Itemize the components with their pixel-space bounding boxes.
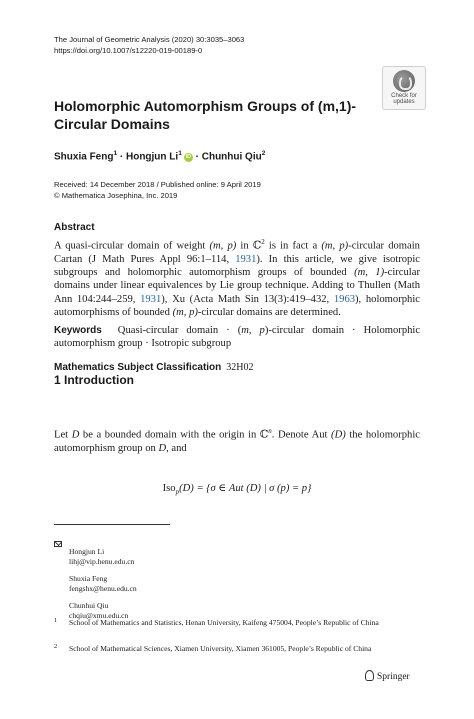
abstract-text: -circular domains under linear equivalences by Lie group technique. Adding to Thullen (Math Ann 104:244–259, — [54, 267, 420, 305]
author-3-affiliation: 2 — [261, 150, 266, 157]
keyword: m — [241, 325, 249, 336]
mail-icon — [54, 541, 62, 547]
contact-email[interactable]: fengshx@henu.edu.cn — [69, 584, 137, 593]
equation-rhs: (D) = {σ ∈ Aut (D) | σ (p) = p} — [179, 483, 312, 494]
abstract-text: -circular domains are determined. — [197, 307, 341, 319]
author-separator: · — [195, 151, 199, 163]
author-2[interactable]: Hongjun Li — [125, 151, 179, 163]
math-D: (D) — [331, 429, 346, 441]
affiliation-2 — [54, 644, 420, 655]
author-3[interactable]: Chunhui Qiu — [201, 151, 262, 163]
crossmark-icon — [393, 70, 415, 92]
equation — [0, 482, 474, 496]
badge-line-2: updates — [393, 99, 415, 106]
contact-entry — [69, 574, 137, 595]
contact-name: Hongjun Li — [69, 546, 105, 556]
math-D: D — [71, 429, 80, 441]
superscript: n — [268, 427, 272, 435]
keyword: Isotropic subgroup — [151, 338, 232, 350]
springer-horse-icon — [365, 670, 374, 681]
math-mp: (m, p) — [321, 240, 349, 252]
publisher-logo — [365, 670, 410, 682]
math-m1: (m, 1) — [354, 267, 385, 279]
intro-text: the holomorphic automorphism group on — [54, 429, 420, 454]
corresponding-contacts — [54, 536, 137, 628]
abstract-body — [54, 236, 420, 319]
keyword: p — [259, 325, 265, 336]
citation-link[interactable]: 1931 — [235, 253, 257, 265]
superscript: 2 — [261, 238, 265, 246]
math-D: D — [158, 442, 167, 454]
received-published: Received: 14 December 2018 / Published online: 9 April 2019 — [54, 180, 261, 189]
intro-text: Let — [54, 429, 72, 441]
msc-section — [54, 362, 254, 373]
msc-value: 32H02 — [226, 362, 254, 373]
intro-text: , and — [166, 442, 187, 454]
intro-text: . Denote Aut — [271, 429, 332, 441]
abstract-text: ), holomorphic automorphisms of bounded — [54, 293, 420, 319]
section-heading: 1 Introduction — [54, 373, 134, 387]
publication-dates — [54, 180, 261, 201]
author-list — [54, 150, 265, 162]
orcid-icon[interactable]: iD — [185, 154, 192, 161]
contact-entry — [69, 547, 137, 568]
abstract-text: is in fact a — [264, 240, 322, 252]
abstract-heading: Abstract — [54, 222, 95, 233]
keyword: Quasi-circular domain — [117, 325, 219, 336]
doi-link[interactable]: https://doi.org/10.1007/s12220-019-00189-0 — [54, 46, 203, 55]
abstract-text: ). In this article, we give isotropic subgroups and holomorphic automorphism groups of bounded — [54, 253, 420, 279]
author-1-affiliation: 1 — [113, 150, 118, 157]
author-2-affiliation: 1 — [178, 150, 182, 157]
abstract-text: in ℂ — [236, 240, 262, 252]
abstract-text: A quasi-circular domain of weight — [54, 240, 210, 252]
contact-email[interactable]: chqiu@xmu.edu.cn — [69, 611, 129, 620]
paper-title: Holomorphic Automorphism Groups of (m,1)-Circular Domains — [54, 98, 357, 132]
affiliation-text: School of Mathematical Sciences, Xiamen University, Xiamen 361005, People’s Republic of China — [69, 644, 372, 653]
contact-name: Chunhui Qiu — [69, 600, 109, 610]
affiliation-number: 1 — [54, 617, 58, 624]
affiliation-text: School of Mathematics and Statistics, Henan University, Kaifeng 475004, People’s Republic of China — [69, 618, 379, 627]
author-1[interactable]: Shuxia Feng — [54, 151, 114, 163]
keywords-section — [54, 324, 420, 351]
affiliation-number: 2 — [54, 643, 58, 650]
keyword: )-circular domain — [264, 325, 345, 336]
intro-text: be a bounded domain with the origin in ℂ — [79, 429, 269, 441]
intro-paragraph — [54, 425, 420, 455]
footnote-divider — [54, 524, 170, 525]
author-separator: · — [119, 151, 124, 163]
keyword: Holomorphic automorphism group — [54, 325, 421, 350]
affiliation-1 — [54, 618, 420, 629]
equation-lhs: Iso — [162, 483, 176, 494]
math-mp: (m, p) — [209, 240, 237, 252]
badge-line-1: Check for — [391, 93, 417, 99]
keyword-separator: · — [344, 325, 364, 336]
keyword: , — [248, 325, 260, 336]
keyword-separator: · — [218, 325, 238, 336]
abstract-text: ), Xu (Acta Math Sin 13(3):419–432, — [161, 293, 334, 305]
msc-label: Mathematics Subject Classification — [54, 362, 222, 373]
citation-link[interactable]: 1963 — [333, 293, 356, 305]
check-for-updates-badge[interactable] — [382, 66, 426, 110]
citation-link[interactable]: 1931 — [140, 293, 162, 305]
contact-name: Shuxia Feng — [69, 573, 108, 583]
contact-email[interactable]: lihj@vip.henu.edu.cn — [69, 557, 135, 566]
publisher-name: Springer — [377, 672, 410, 682]
copyright: © Mathematica Josephina, Inc. 2019 — [54, 190, 178, 200]
journal-header — [54, 34, 244, 56]
keyword-separator: · — [142, 338, 152, 350]
keyword: ( — [237, 325, 242, 336]
keywords-label: Keywords — [54, 325, 102, 336]
equation-subscript: p — [175, 488, 180, 497]
math-mp: (m, p) — [172, 307, 198, 319]
journal-citation: The Journal of Geometric Analysis (2020) 30:3035–3063 — [54, 35, 245, 44]
abstract-text: -circular domain Cartan (J Math Pures Appl 96:1–114, — [54, 240, 420, 265]
